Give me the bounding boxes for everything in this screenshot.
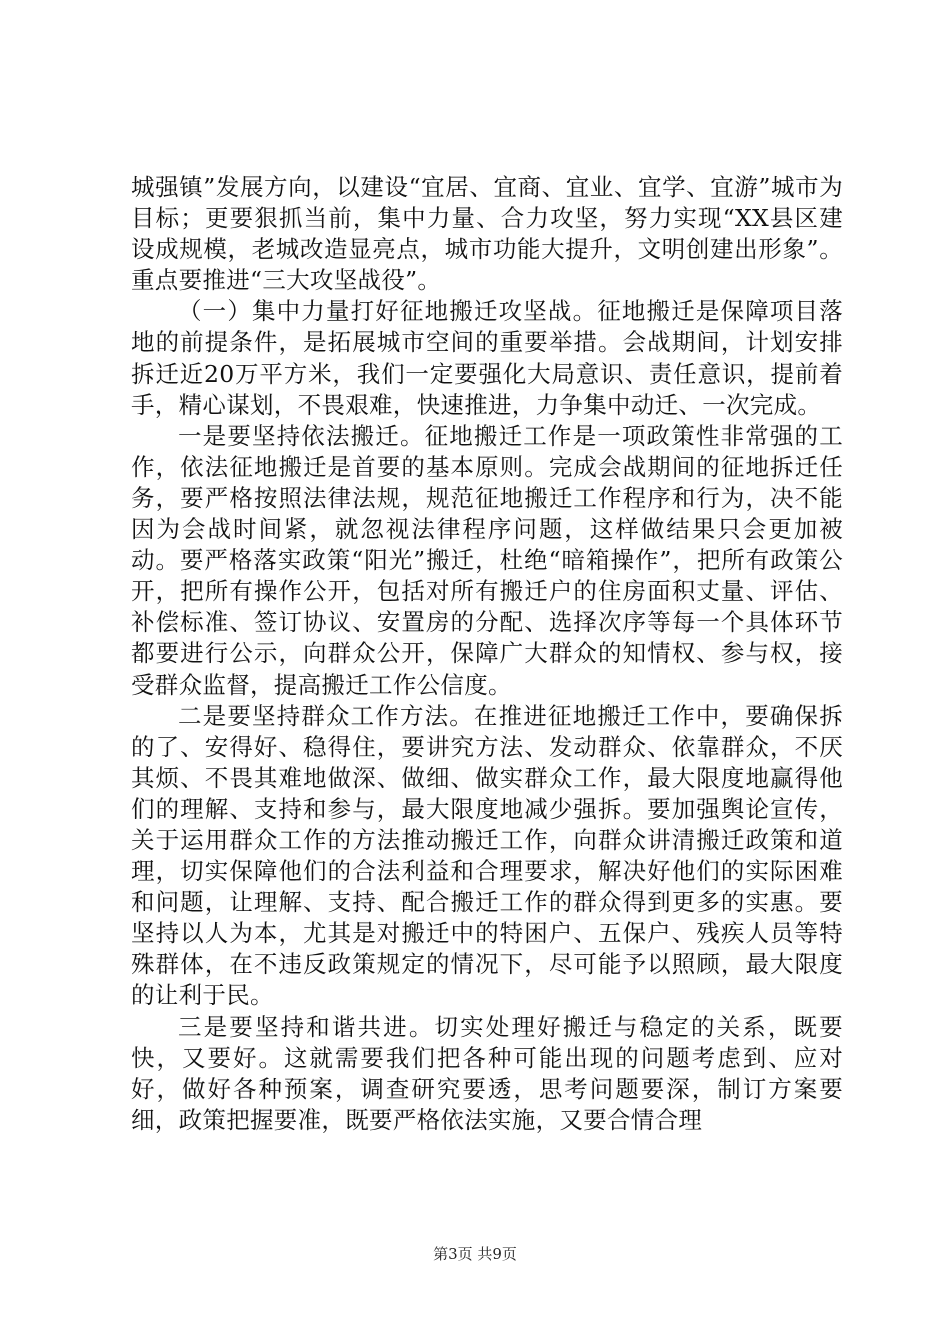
paragraph-point-one: 一是要坚持依法搬迁。征地搬迁工作是一项政策性非常强的工作，依法征地搬迁是首要的基本原则。完成会战期间的征地拆迁任务，要严格按照法律法规，规范征地搬迁工作程序和行为，决不能因为会战时间紧，就忽视法律程序问题，这样做结果只会更加被动。要严格落实政策“阳光”搬迁，杜绝“暗箱操作”，把所有政策公开，把所有操作公开，包括对所有搬迁户的住房面积丈量、评估、补偿标准、签订协议、安置房的分配、选择次序等每一个具体环节都要进行公示，向群众公开，保障广大群众的知情权、参与权，接受群众监督，提高搬迁工作公信度。 xyxy=(131,421,843,699)
document-body xyxy=(131,172,843,1136)
paragraph-point-two: 二是要坚持群众工作方法。在推进征地搬迁工作中，要确保拆的了、安得好、稳得住，要讲究方法、发动群众、依靠群众，不厌其烦、不畏其难地做深、做细、做实群众工作，最大限度地赢得他们的理解、支持和参与，最大限度地减少强拆。要加强舆论宣传，关于运用群众工作的方法推动搬迁工作，向群众讲清搬迁政策和道理，切实保障他们的合法利益和合理要求，解决好他们的实际困难和问题，让理解、支持、配合搬迁工作的群众得到更多的实惠。要坚持以人为本，尤其是对搬迁中的特困户、五保户、残疾人员等特殊群体，在不违反政策规定的情况下，尽可能予以照顾，最大限度的让利于民。 xyxy=(131,701,843,1010)
paragraph-point-three: 三是要坚持和谐共进。切实处理好搬迁与稳定的关系，既要快，又要好。这就需要我们把各种可能出现的问题考虑到、应对好，做好各种预案，调查研究要透，思考问题要深，制订方案要细，政策把握要准，既要严格依法实施，又要合情合理 xyxy=(131,1012,843,1134)
paragraph-continuation: 城强镇”发展方向，以建设“宜居、宜商、宜业、宜学、宜游”城市为目标；更要狠抓当前，集中力量、合力攻坚，努力实现“XX县区建设成规模，老城改造显亮点，城市功能大提升，文明创建出形象”。重点要推进“三大攻坚战役”。 xyxy=(131,173,843,295)
paragraph-section-one: （一）集中力量打好征地搬迁攻坚战。征地搬迁是保障项目落地的前提条件，是拓展城市空间的重要举措。会战期间，计划安排拆迁近20万平方米，我们一定要强化大局意识、责任意识，提前着手，精心谋划，不畏艰难，快速推进，力争集中动迁、一次完成。 xyxy=(131,297,843,419)
page-number-footer: 第3页 共9页 xyxy=(433,1245,517,1263)
